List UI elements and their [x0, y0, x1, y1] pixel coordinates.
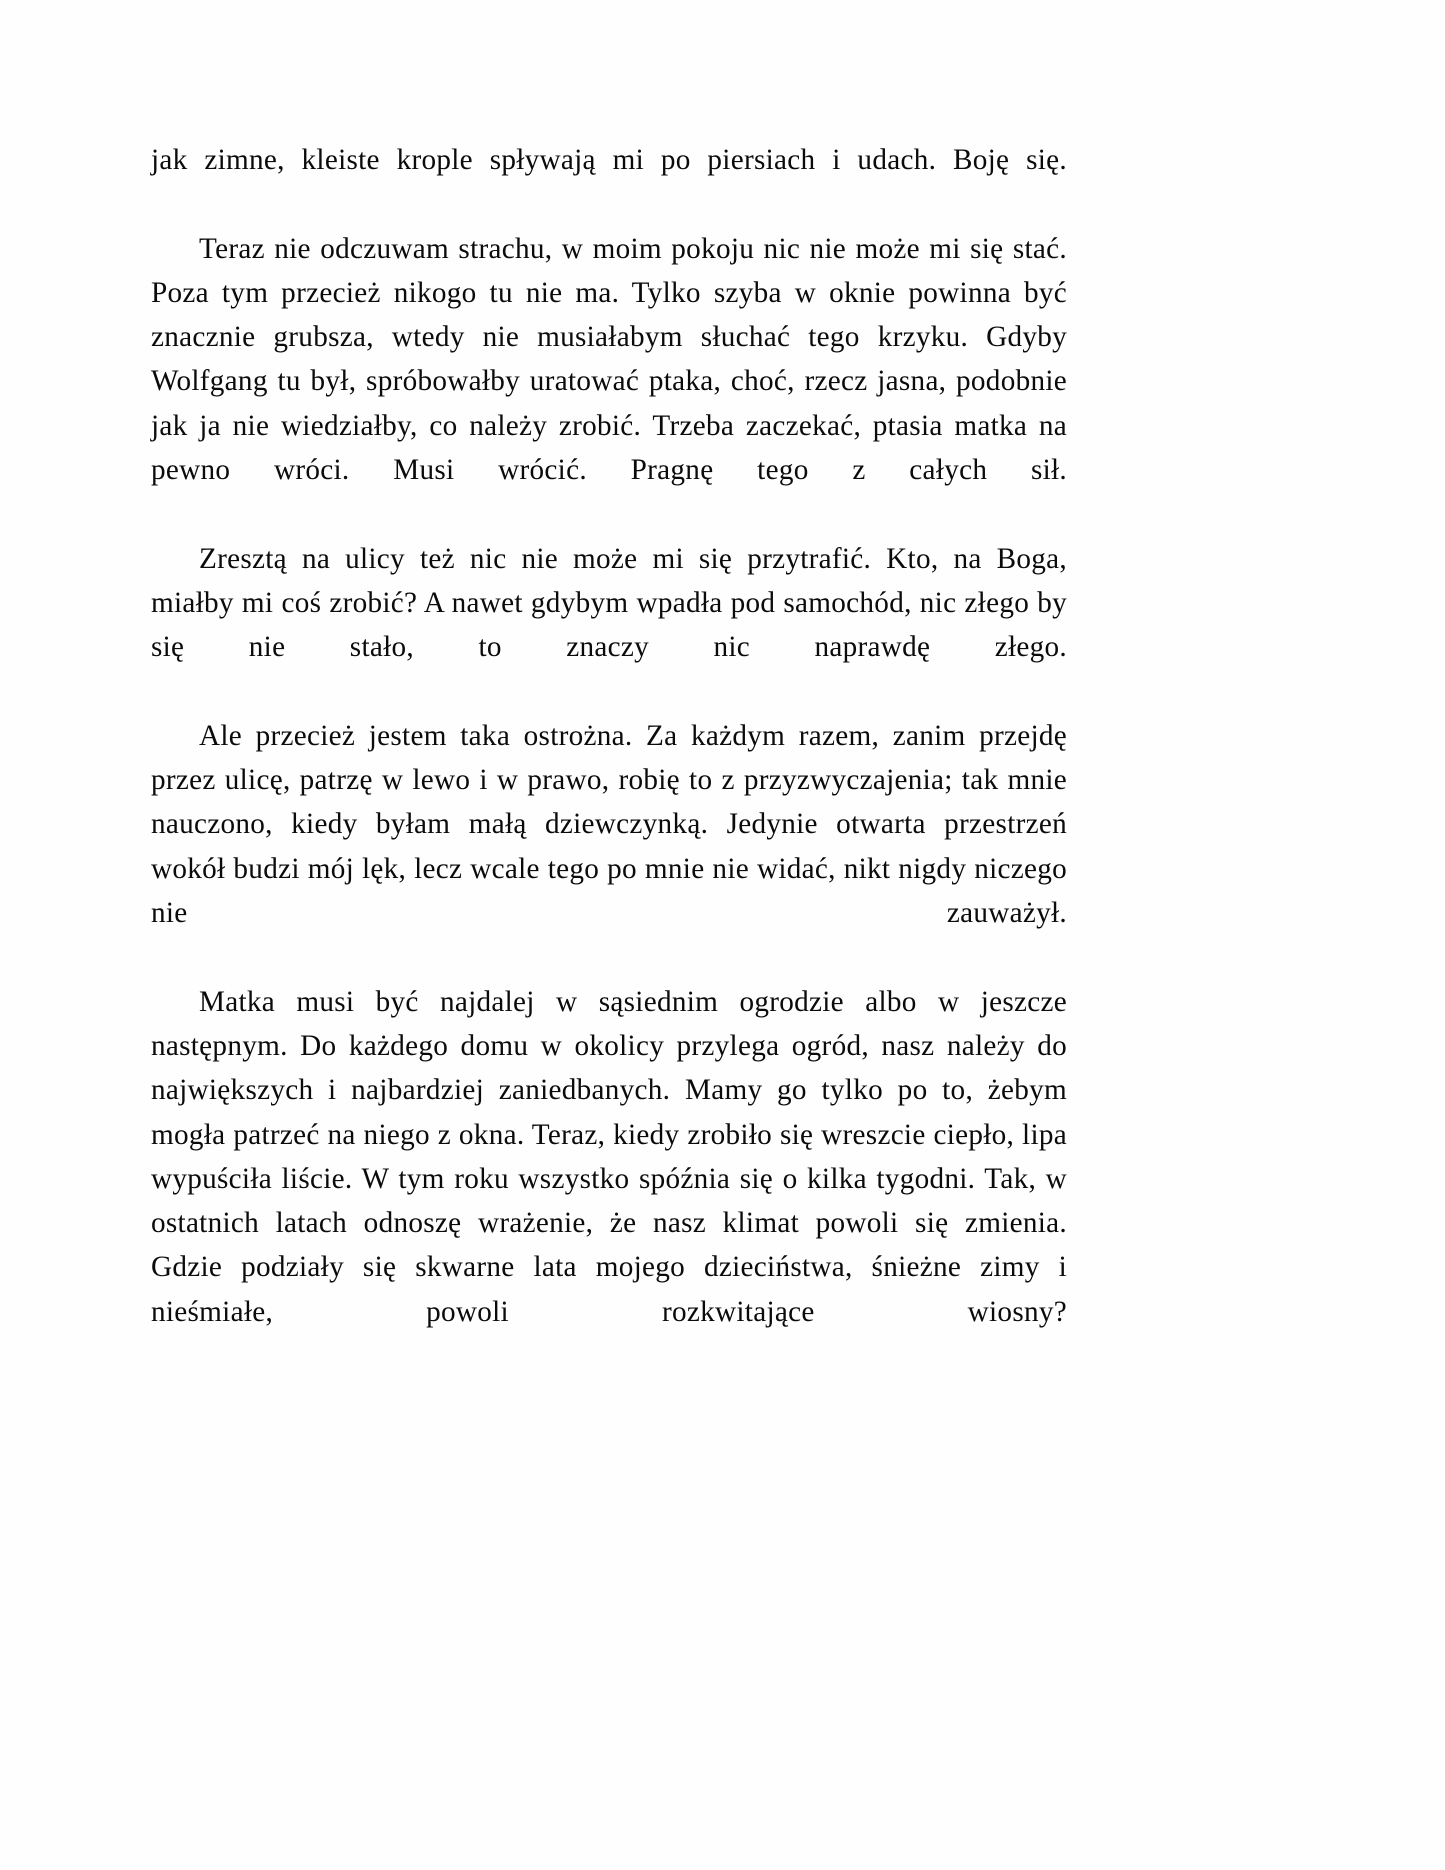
paragraph-4: Ale przecież jestem taka ostrożna. Za każdym razem, zanim przejdę przez ulicę, patrzę w lewo i w prawo, robię to z przyzwyczajenia; tak mnie nauczono, kiedy byłam małą dziewczynką. Jedynie otwarta przestrzeń wokół budzi mój lęk, lecz wcale tego po mnie nie widać, nikt nigdy niczego nie zauważył.: [151, 719, 1067, 930]
paragraph-5: Matka musi być najdalej w sąsiednim ogrodzie albo w jeszcze następnym. Do każdego domu w okolicy przylega ogród, nasz należy do największych i najbardziej zaniedbanych. Mamy go tylko po to, żebym mogła patrzeć na niego z okna. Teraz, kiedy zrobiło się wreszcie ciepło, lipa wypuściła liście. W tym roku wszystko spóźnia się o kilka tygodni. Tak, w ostatnich latach odnoszę wrażenie, że nasz klimat powoli się zmienia. Gdzie podziały się skwarne lata mojego dzieciństwa, śnieżne zimy i nieśmiałe, powoli rozkwitające wiosny?: [151, 985, 1067, 1328]
body-text-column: [151, 138, 1067, 1378]
paragraph-3: Zresztą na ulicy też nic nie może mi się przytrafić. Kto, na Boga, miałby mi coś zrobić? A nawet gdybym wpadła pod samochód, nic złego by się nie stało, to znaczy nic naprawdę złego.: [151, 542, 1067, 664]
paragraph-2: Teraz nie odczuwam strachu, w moim pokoju nic nie może mi się stać. Poza tym przecież nikogo tu nie ma. Tylko szyba w oknie powinna być znacznie grubsza, wtedy nie musiałabym słuchać tego krzyku. Gdyby Wolfgang tu był, spróbowałby uratować ptaka, choć, rzecz jasna, podobnie jak ja nie wiedziałby, co należy zrobić. Trzeba zaczekać, ptasia matka na pewno wróci. Musi wrócić. Pragnę tego z całych sił.: [151, 232, 1067, 487]
paragraph-1: jak zimne, kleiste krople spływają mi po piersiach i udach. Boję się.: [151, 144, 1067, 176]
